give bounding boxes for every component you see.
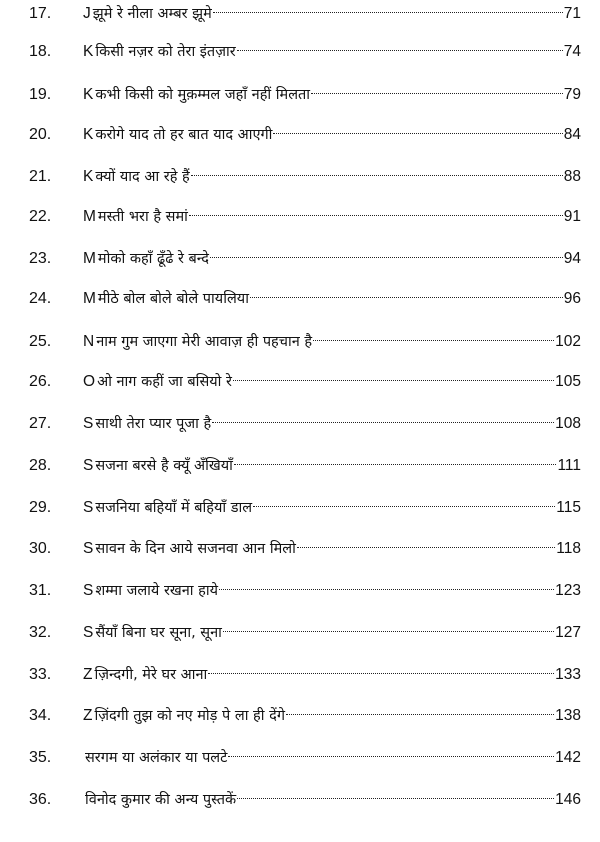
entry-title: नाम गुम जाएगा मेरी आवाज़ ही पहचान है [96,334,313,350]
dot-leader [237,798,554,799]
entry-title: सजना बरसे है क्यूँ अँखियाँ [95,458,233,474]
entry-title: मोको कहाँ ढूँढे रे बन्दे [97,251,209,267]
toc-entry[interactable] [0,328,600,356]
entry-number: 32. [29,624,52,641]
entry-title: ज़िन्दगी, मेरे घर आना [94,667,208,683]
entry-page-number: 111 [557,457,581,474]
entry-page-number: 91 [563,208,581,225]
entry-page-number: 96 [563,290,581,307]
entry-number: 22. [29,208,52,225]
entry-number: 27. [29,415,52,432]
entry-page-number: 84 [563,126,581,143]
toc-entry[interactable] [0,245,600,273]
toc-entry[interactable] [0,452,600,480]
entry-title: करोगे याद तो हर बात याद आएगी [95,127,273,143]
entry-number: 25. [29,333,52,350]
toc-entry[interactable] [0,494,600,522]
toc-entry[interactable] [0,786,600,814]
entry-number: 26. [29,373,52,390]
entry-number: 24. [29,290,52,307]
toc-entry[interactable] [0,81,600,109]
dot-leader [212,422,554,423]
entry-title: ओ नाग कहीं जा बसियो रे [97,374,232,390]
entry-number: 21. [29,168,52,185]
dot-leader [208,673,554,674]
entry-index-letter: M [83,250,96,267]
entry-page-number: 118 [556,540,581,557]
dot-leader [233,380,554,381]
entry-index-letter: K [83,43,94,60]
entry-index-letter: M [83,208,96,225]
entry-title: किसी नज़र को तेरा इंतज़ार [95,44,236,60]
toc-entry[interactable] [0,368,600,396]
entry-title: क्यों याद आ रहे हैं [95,169,190,185]
entry-title: सैंयाँ बिना घर सूना, सूना [95,625,222,641]
dot-leader [189,215,563,216]
entry-page-number: 71 [563,5,581,22]
entry-index-letter: O [83,373,96,390]
entry-number: 36. [29,791,52,808]
dot-leader [297,547,555,548]
entry-index-letter: S [83,415,94,432]
entry-number: 35. [29,749,52,766]
toc-entry[interactable] [0,535,600,563]
entry-index-letter: Z [83,666,93,683]
entry-title: सावन के दिन आये सजनवा आन मिलो [95,541,296,557]
entry-index-letter: K [83,86,94,103]
entry-title: झूमे रे नीला अम्बर झूमे [92,6,212,22]
toc-entry[interactable] [0,702,600,730]
entry-index-letter: N [83,333,95,350]
entry-index-letter: S [83,624,94,641]
entry-title: साथी तेरा प्यार पूजा है [95,416,212,432]
entry-index-letter: S [83,499,94,516]
entry-index-letter: K [83,126,94,143]
entry-page-number: 138 [555,707,581,724]
toc-entry[interactable] [0,744,600,772]
toc-entry[interactable] [0,285,600,313]
dot-leader [313,340,554,341]
entry-page-number: 79 [563,86,581,103]
entry-number: 30. [29,540,52,557]
entry-number: 31. [29,582,52,599]
entry-title: विनोद कुमार की अन्य पुस्तकें [85,792,237,808]
dot-leader [219,589,554,590]
entry-page-number: 88 [563,168,581,185]
entry-page-number: 115 [556,499,581,516]
toc-entry[interactable] [0,661,600,689]
dot-leader [273,133,562,134]
toc-entry[interactable] [0,619,600,647]
entry-index-letter: Z [83,707,93,724]
dot-leader [213,12,563,13]
toc-entry[interactable] [0,121,600,149]
dot-leader [286,714,554,715]
toc-entry[interactable] [0,38,600,66]
entry-title: मस्ती भरा है समां [97,209,188,225]
entry-page-number: 142 [555,749,581,766]
entry-page-number: 146 [555,791,581,808]
entry-title: शम्मा जलाये रखना हाये [95,583,219,599]
dot-leader [228,756,554,757]
entry-index-letter: S [83,457,94,474]
dot-leader [237,50,563,51]
toc-entry[interactable] [0,203,600,231]
dot-leader [234,464,557,465]
entry-page-number: 102 [555,333,581,350]
entry-number: 33. [29,666,52,683]
toc-entry[interactable] [0,0,600,28]
entry-page-number: 94 [563,250,581,267]
entry-title: सरगम या अलंकार या पलटे [85,750,228,766]
entry-number: 18. [29,43,52,60]
entry-index-letter: S [83,582,94,599]
entry-page-number: 127 [555,624,581,641]
entry-page-number: 108 [555,415,581,432]
entry-number: 34. [29,707,52,724]
entry-title: मीठे बोल बोले बोले पायलिया [97,291,249,307]
entry-index-letter: M [83,290,96,307]
dot-leader [223,631,554,632]
entry-page-number: 133 [555,666,581,683]
dot-leader [253,506,555,507]
entry-number: 19. [29,86,52,103]
entry-title: ज़िंदगी तुझ को नए मोड़ पे ला ही देंगे [94,708,285,724]
entry-page-number: 123 [555,582,581,599]
entry-page-number: 105 [555,373,581,390]
entry-index-letter: K [83,168,94,185]
entry-index-letter: S [83,540,94,557]
entry-number: 28. [29,457,52,474]
entry-number: 29. [29,499,52,516]
entry-index-letter: J [83,5,91,22]
dot-leader [210,257,563,258]
toc-entry[interactable] [0,577,600,605]
entry-page-number: 74 [563,43,581,60]
dot-leader [311,93,563,94]
entry-title: कभी किसी को मुक़म्मल जहाँ नहीं मिलता [95,87,311,103]
toc-entry[interactable] [0,410,600,438]
entry-number: 17. [29,5,52,22]
entry-number: 20. [29,126,52,143]
entry-number: 23. [29,250,52,267]
dot-leader [191,175,563,176]
entry-title: सजनिया बहियाँ में बहियाँ डाल [95,500,253,516]
toc-entry[interactable] [0,163,600,191]
dot-leader [250,297,563,298]
